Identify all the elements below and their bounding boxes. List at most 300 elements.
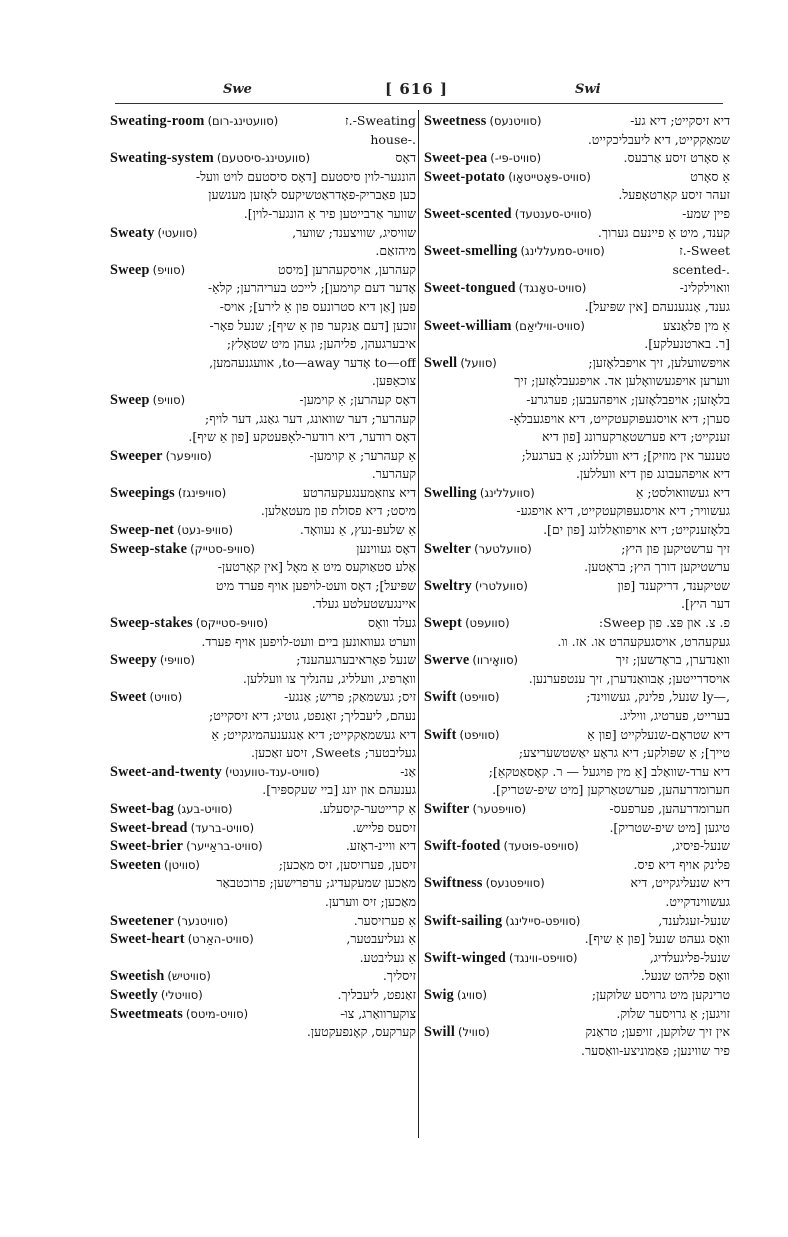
definition-text: וואוילקלינ- [679, 280, 730, 296]
definition-text: טיגען [מיט שיפ-שטריק]. [609, 819, 730, 835]
definition-text: געליבטער; Sweets, זיסע זאַכען. [250, 745, 416, 761]
definition-text: קעהרער. [371, 466, 416, 482]
running-head [115, 82, 723, 100]
pronunciation: (סוויט) [149, 690, 183, 705]
entry-first-line [110, 800, 416, 819]
definition-text: דער היץ]. [680, 596, 730, 612]
headword: Swift-footed [424, 838, 501, 855]
headword: Sweeten [110, 856, 162, 873]
definition-text: געקעהרט, אויסגעקעהרט או. אז. וו. [557, 633, 730, 649]
headword: Swell [424, 354, 458, 371]
definition-line [424, 261, 730, 280]
pronunciation: (סוועטינג-רום) [207, 114, 279, 128]
dictionary-entry [110, 856, 416, 912]
dictionary-entry [424, 168, 730, 205]
header-rule [115, 103, 723, 104]
headword: Sweetmeats [110, 1005, 183, 1022]
entry-first-line [424, 800, 730, 819]
definition-text: כען פאַבריק-פאָדראַטשיקעס לאָזען מענשען [208, 187, 416, 203]
definition-text: פיר שווינען; פאַמוניצע-וואַסער. [580, 1042, 730, 1058]
definition-text: דאָס געווינען [356, 540, 416, 556]
dictionary-entry [424, 279, 730, 316]
entry-first-line [110, 112, 416, 131]
pronunciation: (סוויט-האַרט) [187, 932, 254, 947]
definition-text: דיא געשמאַקקייט; דיא אַנגענעהמיגקייט; אַ [211, 726, 416, 742]
dictionary-entry [110, 112, 416, 149]
headword: Swelter [424, 540, 472, 557]
definition-text: איבערגעהן, פליהען; געהן מיט שטאָלץ; [226, 336, 416, 352]
pronunciation: (סוויג) [456, 987, 487, 1002]
definition-text: דיא צוזאַמענגעקעהרטע [303, 484, 416, 500]
definition-line [110, 410, 416, 429]
headword-group [110, 800, 236, 819]
definition-line [424, 707, 730, 726]
headword: Sweep-net [110, 522, 175, 539]
definition-text: געשווינדקייט. [665, 893, 730, 909]
definition-line [110, 874, 416, 893]
headword: Sweep [110, 391, 150, 408]
pronunciation: (סוויפּער) [165, 448, 212, 463]
headword: Sweetness [424, 113, 487, 129]
definition-text: געלד וואָס [367, 615, 416, 631]
pronunciation: (סוויפ) [152, 262, 186, 277]
pronunciation: (סוויטן) [164, 857, 200, 872]
headword: Sweating-system [110, 150, 214, 167]
definition-text: דיא זיסקייט; דיא גע- [630, 113, 730, 128]
entry-first-line [110, 651, 416, 670]
definition-text: שפּיעל]; דאָס וועט-לויפען אויף פערד מיט [215, 577, 416, 593]
headword-group [110, 540, 258, 559]
entry-first-line [424, 168, 730, 187]
definition-text: בלאָזענקייט; דיא אויפוואַללונג [פון ים]. [543, 522, 730, 538]
entry-first-line [424, 484, 730, 503]
headword-group [424, 651, 521, 670]
headword-group [424, 279, 589, 298]
definition-text: אַ סאָרט זיסע אַרבעס. [623, 150, 730, 166]
definition-text: אָדער דעם קוימען]; לייכט בעריהרען; קלאַ- [207, 280, 416, 296]
definition-text: מאַכען; זיס ווערען. [324, 893, 416, 909]
definition-text: זיס; געשמאַק; פריש; אַנגע- [284, 689, 416, 705]
pronunciation: (סוויפט-ווינגד) [509, 950, 578, 965]
headword: Sweep [110, 261, 150, 278]
definition-line [424, 930, 730, 949]
headword-group [424, 168, 594, 187]
headword-group [424, 484, 538, 503]
definition-line [424, 428, 730, 447]
definition-text: פען [אַן דיא סטרונעס פון אַ לירע]; אויס- [219, 298, 416, 314]
dictionary-entry [110, 261, 416, 391]
definition-text: דאָס [395, 150, 416, 166]
definition-text: שוויסיג, שוויצענד; שווער, [292, 224, 416, 240]
headword: Sweet-and-twenty [110, 763, 222, 780]
definition-text: Sweet-.ז [679, 243, 730, 259]
definition-text: אין זיך שלוקען, זויפען; טראַנק [585, 1024, 730, 1040]
dictionary-entry [110, 763, 416, 800]
dictionary-entry [424, 614, 730, 651]
pronunciation: (סוויל) [457, 1025, 490, 1040]
definition-line [424, 521, 730, 540]
definition-text: מאַכען שמעקעדיג; ערפרישען; פרוכטבאַר [216, 875, 416, 891]
definition-text: קעהרער; דער שוואונג, דער גאַנג, דער לויף; [205, 410, 416, 426]
definition-line [110, 781, 416, 800]
headword-group [424, 912, 583, 931]
definition-text: קעהרען, אויסקעהרען [מיסט [278, 261, 416, 277]
definition-text: אַלע סטאַוקעס מיט אַ מאָל [אין קאָרטען- [217, 559, 416, 575]
definition-text: וואָס געהט שנעל [פון אַ שיף]. [584, 931, 730, 947]
definition-text: גענעהם און יונג [ביי שעקספּיר]. [262, 782, 416, 798]
pronunciation: (סוויפט) [459, 727, 500, 742]
definition-line [424, 819, 730, 838]
headword-group [424, 614, 513, 633]
entry-first-line [110, 837, 416, 856]
definition-text: אַ געליעבטער, [346, 931, 416, 947]
headword-group [424, 1023, 493, 1042]
headword: Sweet-scented [424, 205, 512, 222]
definition-text: זאַנפט, ליעבליך. [337, 986, 416, 1002]
headword: Sweet-pea [424, 150, 488, 167]
definition-text: ווערען אויפגעשוואָלען אד. אויפגעבלאָזען; זיך [514, 373, 730, 389]
headword: Sweet-tongued [424, 280, 516, 297]
definition-line [110, 465, 416, 484]
pronunciation: (סוועל) [460, 355, 497, 370]
dictionary-entry [424, 949, 730, 986]
headword: Swift [424, 689, 457, 706]
definition-line [110, 633, 416, 652]
definition-text: שנעל-זעגלענד, [658, 912, 730, 928]
dictionary-entry [110, 1005, 416, 1042]
entry-first-line [424, 614, 730, 633]
headword: Sweepings [110, 484, 175, 501]
headword: Sweaty [110, 224, 155, 241]
pronunciation: (סוויפט) [459, 690, 500, 705]
definition-text: געשוויר; דיא אויסגעפּוקעטקייט, דיא אויפגע- [516, 503, 730, 519]
headword-group [424, 688, 502, 707]
definition-text: טייך]; אַ שפּולקע; דיא גראָע יאַשטשעריצע; [518, 745, 730, 761]
dictionary-entry [110, 688, 416, 762]
definition-line [110, 372, 416, 391]
definition-line [110, 428, 416, 447]
definition-line [110, 1023, 416, 1042]
entry-first-line [110, 614, 416, 633]
entry-first-line [110, 856, 416, 875]
definition-text: שנעל פאָראיבערגעהענד; [296, 652, 416, 668]
definition-line [110, 949, 416, 968]
definition-text: קערקעס, קאָנפעקטען. [306, 1024, 416, 1040]
definition-text: וואָס פליהט שנעל. [640, 968, 730, 984]
headword-group [110, 261, 188, 280]
pronunciation: (סוויט-ענד-טווענטי) [224, 764, 320, 779]
entry-first-line [110, 447, 416, 466]
definition-text: דיא וויינ-ראָזע. [345, 838, 416, 854]
entry-first-line [110, 819, 416, 838]
definition-text: Sweating-.ז [345, 113, 416, 128]
entry-first-line [424, 688, 730, 707]
entry-first-line [110, 1005, 416, 1024]
headword: Swift-sailing [424, 912, 503, 929]
definition-line [110, 577, 416, 596]
definition-line [424, 781, 730, 800]
definition-text: דיא שנעליגקייט, דיא [630, 875, 730, 891]
headword-group [110, 614, 271, 633]
definition-text: שנעל-פליגעלדיג, [649, 949, 730, 965]
headword-group [424, 242, 608, 261]
pronunciation: (סוויט-וויליאַם) [514, 318, 585, 333]
definition-line [424, 595, 730, 614]
headword-group [424, 726, 502, 745]
definition-text: אויפשוועלען, זיך אויפבלאָזען; [588, 354, 730, 370]
pronunciation: (סוואָירוו) [472, 653, 519, 668]
definition-text: זיסעס פלייש. [352, 819, 416, 835]
dictionary-entry [110, 800, 416, 819]
dictionary-entry [110, 912, 416, 931]
entry-first-line [424, 112, 730, 131]
headword: Swift-winged [424, 949, 507, 966]
definition-text: דאָס רודער, דיא רודער-לאָפּעטקע [פון אַ שיף]. [188, 429, 416, 445]
pronunciation: (סוויפטער) [472, 801, 527, 816]
headword-group [110, 819, 257, 838]
definition-line [424, 1042, 730, 1061]
dictionary-entry [110, 651, 416, 688]
definition-text: אַ סאָרט [690, 168, 730, 184]
entry-first-line [424, 986, 730, 1005]
headword-group [110, 688, 185, 707]
headword-group [110, 521, 236, 540]
pronunciation: (סוויפּינגז) [177, 485, 227, 500]
pronunciation: (סוויט-פּי-) [490, 151, 542, 166]
headword-group [424, 837, 582, 856]
headword: Swelling [424, 484, 477, 501]
dictionary-entry [110, 837, 416, 856]
definition-text: אַ געליבטע. [359, 949, 416, 965]
definition-text: ערשטיקען דורך היץ; בראָטען. [584, 559, 730, 575]
definition-text: סערן; דיא אויסגעפּוקעטקייט, דיא אויפגעבלאָ- [509, 410, 730, 426]
pronunciation: (סוויטנער) [177, 913, 229, 928]
headword: Sweep-stakes [110, 615, 193, 632]
definition-text: זויגען; אַ גרויסער שלוק. [616, 1005, 730, 1021]
definition-line [110, 317, 416, 336]
pronunciation: (סוועטי) [157, 225, 198, 240]
definition-text: אַ קרייטער-קיסעלע. [319, 800, 416, 816]
definition-line [110, 670, 416, 689]
definition-line [424, 224, 730, 243]
definition-text: וואָרפיג, וועלליג, עהנליך צו וועללען. [242, 670, 416, 686]
headword: Swept [424, 615, 463, 632]
definition-text: אַ מין פלאַנצע [663, 317, 730, 333]
definition-line [424, 670, 730, 689]
pronunciation: (סוועפּט) [465, 616, 510, 631]
pronunciation: (סוויט-בעג) [177, 801, 233, 816]
definition-text: זיסליך. [382, 968, 416, 984]
definition-text: בלאָזען; אויפבלאָזען; אויפהעבען; פערגרע- [526, 391, 730, 407]
definition-text: טרינקען מיט גרויסע שלוקען; [591, 986, 730, 1002]
headword-group [424, 149, 544, 168]
headword-group [110, 930, 257, 949]
definition-text: .-scented [672, 261, 730, 277]
definition-text: דיא געשוואולסט; אַ [635, 484, 730, 500]
dictionary-entry [424, 149, 730, 168]
definition-line [424, 372, 730, 391]
headword-group [424, 986, 490, 1005]
definition-line [110, 707, 416, 726]
definition-line [424, 465, 730, 484]
dictionary-entry [110, 149, 416, 223]
dictionary-entry [424, 912, 730, 949]
pronunciation: (סוועטינג-סיסטעם) [216, 151, 311, 166]
pronunciation: (סוויפ) [152, 392, 186, 407]
headword: Sweltry [424, 577, 472, 594]
definition-line [424, 763, 730, 782]
entry-first-line [110, 540, 416, 559]
definition-text: אַ שלעפּ-נעץ, אַ נעוואָד. [299, 522, 416, 538]
pronunciation: (סוויפּ-נעט) [177, 523, 233, 538]
dictionary-entry [424, 112, 730, 149]
definition-line [424, 856, 730, 875]
entry-first-line [424, 354, 730, 373]
headword-group [424, 540, 535, 559]
headword-group [110, 986, 206, 1005]
entry-first-line [110, 967, 416, 986]
definition-line [110, 205, 416, 224]
definition-text: פ. צ. און פּצ. פון Sweep: [598, 615, 730, 631]
definition-text: to—off אָדער to—away, אוועגנעהמען, [209, 354, 416, 370]
dictionary-entry [424, 242, 730, 279]
definition-line [110, 298, 416, 317]
guide-word-left: Swe [223, 82, 252, 97]
definition-line [424, 633, 730, 652]
pronunciation: (סוויטלי) [160, 987, 203, 1002]
dictionary-entry [424, 1023, 730, 1060]
entry-first-line [424, 837, 730, 856]
entry-first-line [424, 242, 730, 261]
definition-text: בערייט, פערטיג, וויליג. [619, 708, 730, 723]
pronunciation: (סוויפּ-סטייק) [190, 541, 255, 556]
definition-line [110, 279, 416, 298]
headword: Sweepy [110, 652, 157, 669]
definition-line [110, 186, 416, 205]
definition-text: .-house [370, 131, 416, 147]
headword-group [110, 149, 313, 168]
dictionary-entry [424, 540, 730, 577]
definition-line [110, 893, 416, 912]
dictionary-entry [110, 484, 416, 521]
headword: Sweetener [110, 912, 175, 929]
dictionary-entry [110, 967, 416, 986]
entry-first-line [424, 279, 730, 298]
definition-text: זוכען [דעם אַנקער פון אַ שיף]; שנעל פאָר- [209, 317, 416, 333]
entry-first-line [424, 912, 730, 931]
dictionary-entry [110, 391, 416, 447]
definition-text: חערומדרעהען, פערשטאַרקען [מיט שיפ-שטריק]. [492, 782, 730, 798]
dictionary-entry [424, 726, 730, 800]
headword-group [110, 967, 214, 986]
headword-group [110, 224, 200, 243]
headword: Sweet-bag [110, 800, 175, 817]
definition-line [424, 893, 730, 912]
dictionary-entry [110, 986, 416, 1005]
entry-first-line [110, 224, 416, 243]
definition-text: קענד, מיט אַ פיינעם גערוך. [597, 224, 730, 240]
entry-first-line [424, 149, 730, 168]
page-number: [ 616 ] [385, 80, 448, 98]
column-divider [418, 110, 419, 1138]
pronunciation: (סוועלטער) [474, 541, 532, 556]
definition-text: ווערט געוואונען ביים וועט-לויפען אויף פערד. [201, 633, 416, 649]
right-column [424, 112, 730, 1060]
definition-text: נעהם, ליעבליך; זאַנפט, גוטיג; דיא זיסקייט; [209, 708, 416, 723]
definition-text: זענקייט; דיא פערשטאַרקערונג [פון דיא [541, 429, 730, 445]
definition-text: דיא ערד-שוואַלב [אַ מין פויגעל — ר. קאָסאַטקאַ]; [488, 763, 730, 779]
entry-first-line [110, 521, 416, 540]
pronunciation: (סוויטנעס) [489, 114, 542, 128]
definition-text: זעהר זיסע קאַרטאָפעל. [618, 187, 730, 203]
pronunciation: (סוויט-מיטס) [185, 1006, 249, 1021]
definition-line [424, 335, 730, 354]
entry-first-line [110, 930, 416, 949]
definition-line [110, 558, 416, 577]
pronunciation: (סוויט-טאָנגד) [518, 281, 587, 296]
headword: Swift [424, 726, 457, 743]
definition-line [110, 744, 416, 763]
headword: Sweet-potato [424, 168, 506, 185]
definition-text: שמאַקקייט, דיא ליעבליכקייט. [587, 131, 730, 147]
definition-line [424, 558, 730, 577]
entry-first-line [110, 261, 416, 280]
entry-first-line [424, 577, 730, 596]
headword-group [424, 800, 529, 819]
pronunciation: (סוויפט-סיילינג) [505, 913, 581, 928]
definition-line [424, 447, 730, 466]
headword-group [110, 837, 266, 856]
definition-line [110, 168, 416, 187]
definition-text: איינגעשטעלטע געלד. [311, 596, 416, 612]
entry-first-line [110, 484, 416, 503]
entry-first-line [424, 651, 730, 670]
headword-group [424, 205, 595, 224]
dictionary-entry [424, 800, 730, 837]
dictionary-entry [110, 819, 416, 838]
headword: Swiftness [424, 875, 483, 892]
dictionary-entry [424, 874, 730, 911]
definition-text: הונגער-לוין סיסטעם [דאָס סיסטעם לויט וועל- [195, 168, 416, 184]
dictionary-entry [424, 986, 730, 1023]
entry-first-line [110, 688, 416, 707]
definition-text: מיסט; דיא פסולת פון מעטאַלען. [260, 503, 416, 519]
entry-first-line [110, 986, 416, 1005]
left-column [110, 112, 416, 1042]
headword-group [110, 651, 198, 670]
dictionary-entry [424, 837, 730, 874]
dictionary-entry [110, 521, 416, 540]
entry-first-line [424, 205, 730, 224]
headword-group [110, 447, 215, 466]
dictionary-entry [110, 224, 416, 261]
definition-line [424, 967, 730, 986]
definition-text: צוקערוואַרג, צוּ- [340, 1005, 416, 1021]
entry-first-line [424, 1023, 730, 1042]
definition-line [110, 131, 416, 150]
entry-first-line [424, 540, 730, 559]
definition-text: גענד, אַנגענעהם [אין שפּיעל]. [584, 298, 730, 314]
definition-line [424, 298, 730, 317]
pronunciation: (סוויט-בראַייער) [186, 839, 263, 854]
definition-text: דיא אויפהעבונג פון דיא וועללען. [575, 466, 730, 482]
headword-group [424, 577, 531, 596]
dictionary-entry [424, 651, 730, 688]
definition-line [424, 744, 730, 763]
pronunciation: (סוויט-סמעללינג) [520, 244, 605, 259]
pronunciation: (סוויפּ-סטייקס) [195, 616, 269, 631]
headword-group [424, 317, 588, 336]
